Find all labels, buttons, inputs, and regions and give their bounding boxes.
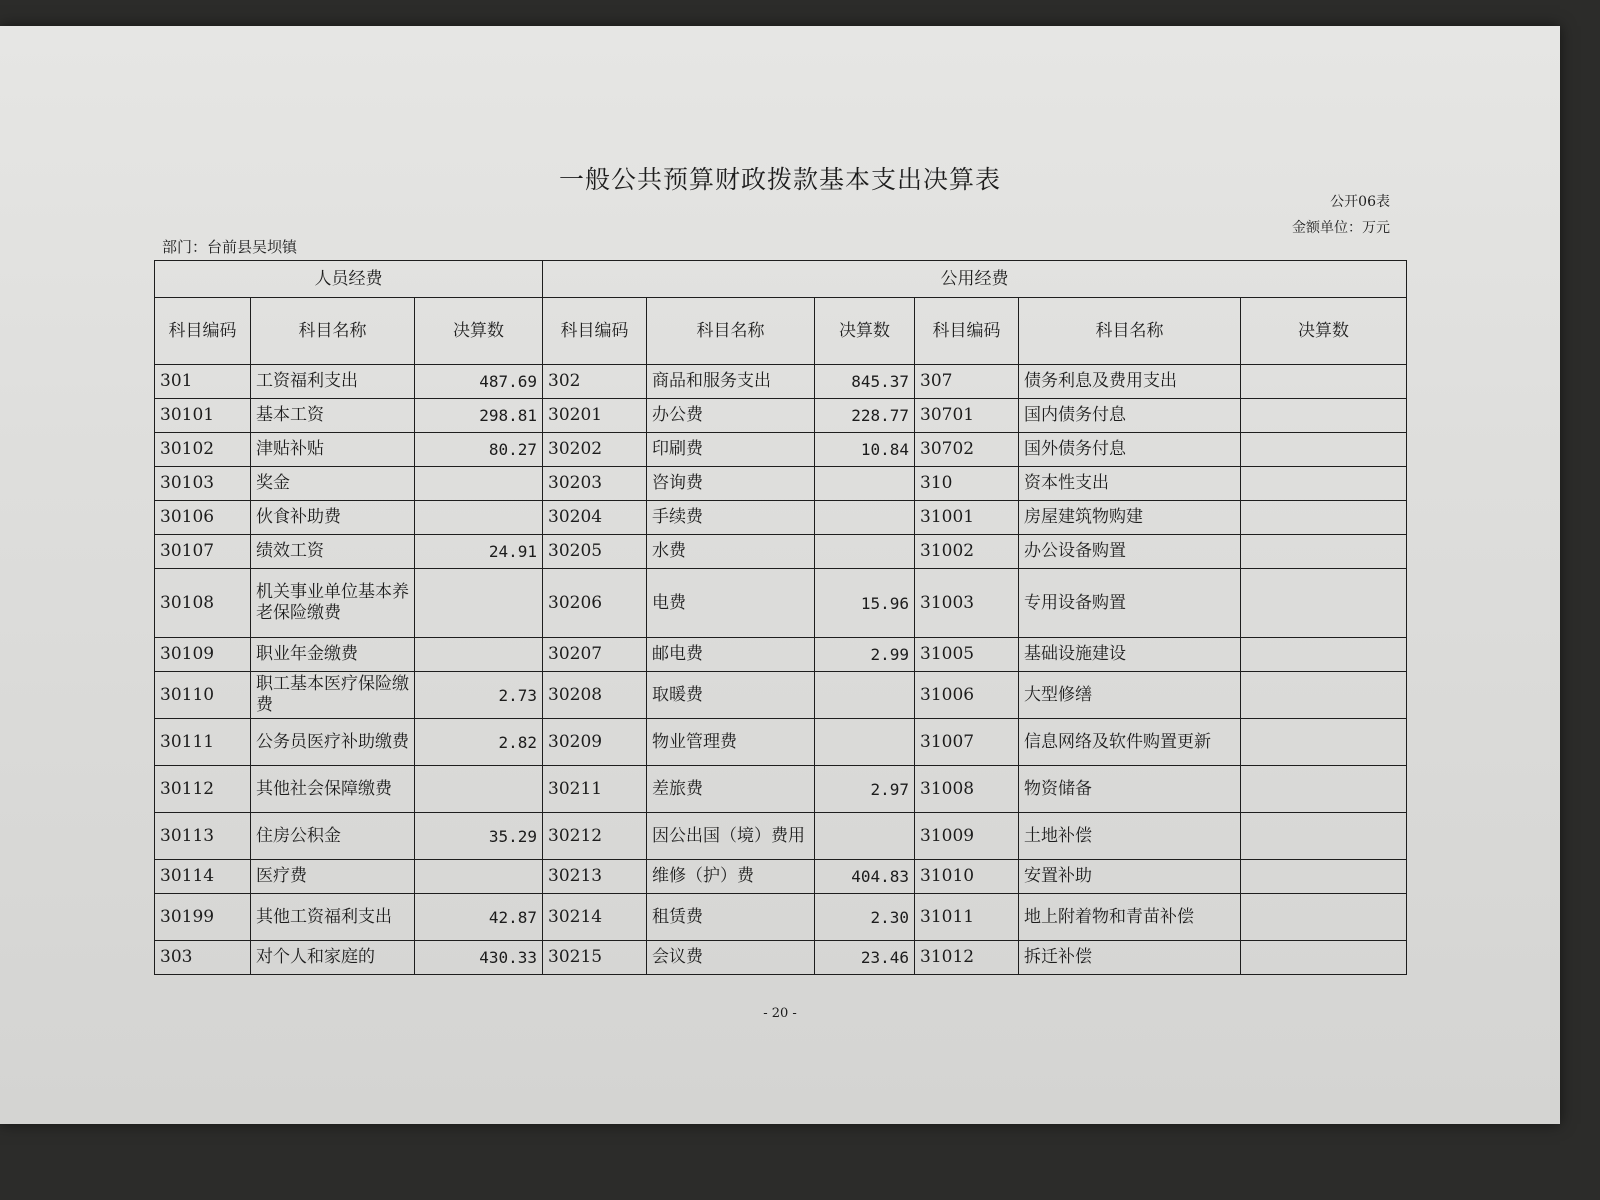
cell-name: 信息网络及软件购置更新 [1019,719,1241,766]
cell-name: 债务利息及费用支出 [1019,365,1241,399]
cell-name: 物业管理费 [647,719,815,766]
cell-amount [815,672,915,719]
cell-amount: 10.84 [815,433,915,467]
cell-code: 30106 [155,501,251,535]
cell-amount: 2.30 [815,894,915,941]
table-row [155,399,1407,433]
table-row [155,672,1407,719]
cell-name: 租赁费 [647,894,815,941]
table-row [155,860,1407,894]
table-row [155,894,1407,941]
cell-code: 31012 [915,941,1019,975]
table-row [155,569,1407,638]
cell-name: 其他社会保障缴费 [251,766,415,813]
document-title: 一般公共预算财政拨款基本支出决算表 [558,165,1001,194]
table-row [155,719,1407,766]
cell-amount [1241,365,1407,399]
cell-amount [1241,467,1407,501]
cell-amount [815,501,915,535]
cell-amount: 845.37 [815,365,915,399]
cell-code: 30107 [155,535,251,569]
cell-amount [1241,638,1407,672]
cell-amount: 42.87 [415,894,543,941]
cell-name: 公务员医疗补助缴费 [251,719,415,766]
cell-name: 办公设备购置 [1019,535,1241,569]
cell-name: 医疗费 [251,860,415,894]
header-amount: 决算数 [415,298,543,365]
cell-amount [415,860,543,894]
cell-name: 因公出国（境）费用 [647,813,815,860]
table-row [155,638,1407,672]
cell-code: 30199 [155,894,251,941]
table-row [155,467,1407,501]
cell-amount [1241,535,1407,569]
cell-amount [1241,860,1407,894]
cell-name: 职业年金缴费 [251,638,415,672]
cell-name: 绩效工资 [251,535,415,569]
cell-code: 30207 [543,638,647,672]
form-number: 公开06表 [1330,194,1390,210]
cell-code: 30204 [543,501,647,535]
cell-code: 31008 [915,766,1019,813]
cell-name: 津贴补贴 [251,433,415,467]
cell-code: 30205 [543,535,647,569]
cell-amount [415,501,543,535]
cell-amount [1241,894,1407,941]
cell-code: 307 [915,365,1019,399]
cell-amount [815,719,915,766]
cell-code: 30213 [543,860,647,894]
cell-name: 工资福利支出 [251,365,415,399]
cell-amount [1241,941,1407,975]
cell-code: 30109 [155,638,251,672]
column-header-row [155,298,1407,365]
cell-amount [415,638,543,672]
cell-code: 30108 [155,569,251,638]
cell-code: 30114 [155,860,251,894]
page-number: - 20 - [763,1006,797,1021]
group-personnel: 人员经费 [155,261,543,298]
cell-code: 30214 [543,894,647,941]
cell-code: 31009 [915,813,1019,860]
cell-code: 30110 [155,672,251,719]
header-code: 科目编码 [543,298,647,365]
cell-amount [1241,501,1407,535]
cell-name: 房屋建筑物购建 [1019,501,1241,535]
expenditure-table [154,260,1407,975]
cell-code: 30201 [543,399,647,433]
cell-code: 30113 [155,813,251,860]
cell-name: 大型修缮 [1019,672,1241,719]
cell-code: 30112 [155,766,251,813]
cell-code: 31001 [915,501,1019,535]
cell-name: 办公费 [647,399,815,433]
cell-amount [1241,672,1407,719]
table-row [155,813,1407,860]
table-row [155,535,1407,569]
cell-amount [1241,569,1407,638]
cell-code: 30111 [155,719,251,766]
cell-name: 国内债务付息 [1019,399,1241,433]
cell-name: 基础设施建设 [1019,638,1241,672]
cell-code: 31005 [915,638,1019,672]
cell-amount [415,569,543,638]
cell-amount: 2.99 [815,638,915,672]
cell-name: 邮电费 [647,638,815,672]
cell-amount: 80.27 [415,433,543,467]
cell-code: 30103 [155,467,251,501]
header-name: 科目名称 [647,298,815,365]
cell-name: 奖金 [251,467,415,501]
cell-amount [415,766,543,813]
cell-code: 30212 [543,813,647,860]
cell-code: 302 [543,365,647,399]
cell-code: 31002 [915,535,1019,569]
cell-name: 专用设备购置 [1019,569,1241,638]
cell-amount: 228.77 [815,399,915,433]
cell-code: 31011 [915,894,1019,941]
cell-name: 会议费 [647,941,815,975]
cell-name: 安置补助 [1019,860,1241,894]
cell-code: 30208 [543,672,647,719]
header-name: 科目名称 [1019,298,1241,365]
group-public: 公用经费 [543,261,1407,298]
cell-amount [815,535,915,569]
cell-code: 30209 [543,719,647,766]
header-amount: 决算数 [815,298,915,365]
cell-code: 31006 [915,672,1019,719]
cell-name: 水费 [647,535,815,569]
cell-amount [1241,766,1407,813]
cell-code: 31003 [915,569,1019,638]
cell-amount [415,467,543,501]
cell-amount: 2.97 [815,766,915,813]
header-code: 科目编码 [915,298,1019,365]
cell-amount: 487.69 [415,365,543,399]
cell-name: 基本工资 [251,399,415,433]
table-row [155,433,1407,467]
cell-code: 30102 [155,433,251,467]
cell-name: 资本性支出 [1019,467,1241,501]
cell-name: 其他工资福利支出 [251,894,415,941]
cell-amount: 404.83 [815,860,915,894]
cell-code: 301 [155,365,251,399]
cell-code: 30202 [543,433,647,467]
cell-amount [815,467,915,501]
cell-amount: 430.33 [415,941,543,975]
cell-name: 职工基本医疗保险缴费 [251,672,415,719]
document-page [0,26,1560,1124]
cell-name: 机关事业单位基本养老保险缴费 [251,569,415,638]
cell-amount: 298.81 [415,399,543,433]
cell-name: 对个人和家庭的 [251,941,415,975]
cell-amount [1241,399,1407,433]
cell-name: 拆迁补偿 [1019,941,1241,975]
table-row [155,941,1407,975]
cell-amount: 23.46 [815,941,915,975]
cell-code: 303 [155,941,251,975]
cell-code: 30702 [915,433,1019,467]
cell-name: 维修（护）费 [647,860,815,894]
cell-name: 土地补偿 [1019,813,1241,860]
cell-name: 商品和服务支出 [647,365,815,399]
table-row [155,365,1407,399]
table-row [155,501,1407,535]
cell-code: 30211 [543,766,647,813]
cell-amount: 2.82 [415,719,543,766]
cell-code: 30206 [543,569,647,638]
cell-name: 地上附着物和青苗补偿 [1019,894,1241,941]
cell-code: 30203 [543,467,647,501]
cell-name: 印刷费 [647,433,815,467]
cell-amount [815,813,915,860]
cell-amount: 35.29 [415,813,543,860]
cell-name: 差旅费 [647,766,815,813]
header-name: 科目名称 [251,298,415,365]
cell-code: 31007 [915,719,1019,766]
cell-amount [1241,813,1407,860]
cell-name: 伙食补助费 [251,501,415,535]
cell-name: 住房公积金 [251,813,415,860]
cell-code: 31010 [915,860,1019,894]
amount-unit: 金额单位：万元 [1292,220,1390,236]
cell-name: 取暖费 [647,672,815,719]
cell-name: 国外债务付息 [1019,433,1241,467]
cell-amount: 2.73 [415,672,543,719]
cell-amount [1241,433,1407,467]
cell-name: 物资储备 [1019,766,1241,813]
table-row [155,766,1407,813]
cell-name: 手续费 [647,501,815,535]
group-header-row [155,261,1407,298]
cell-amount: 24.91 [415,535,543,569]
cell-name: 咨询费 [647,467,815,501]
cell-name: 电费 [647,569,815,638]
cell-code: 30101 [155,399,251,433]
cell-amount [1241,719,1407,766]
cell-code: 30701 [915,399,1019,433]
cell-amount: 15.96 [815,569,915,638]
cell-code: 30215 [543,941,647,975]
cell-code: 310 [915,467,1019,501]
header-code: 科目编码 [155,298,251,365]
department-label: 部门：台前县吴坝镇 [162,238,298,256]
header-amount: 决算数 [1241,298,1407,365]
